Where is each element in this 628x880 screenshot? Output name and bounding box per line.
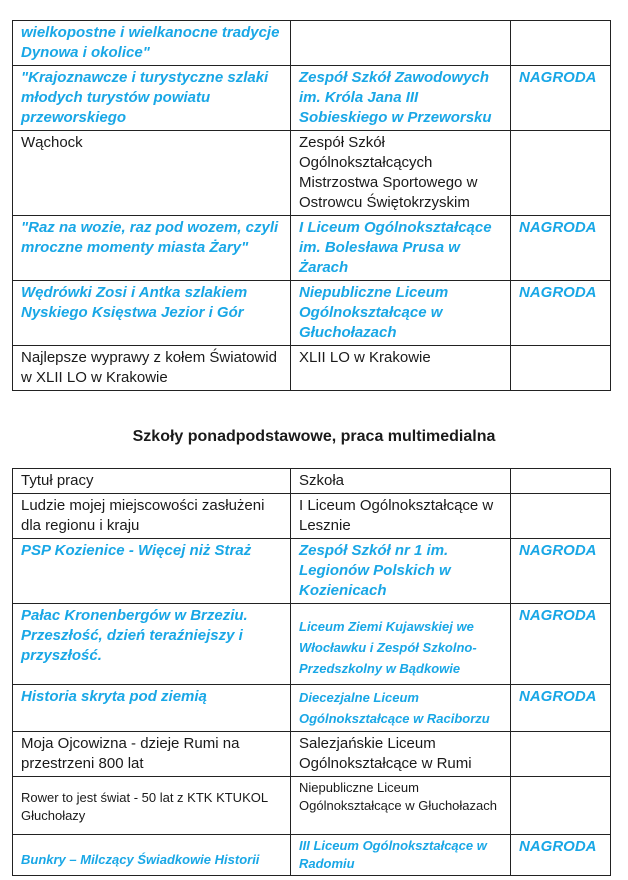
award-cell: NAGRODA (511, 216, 611, 281)
table-row (13, 777, 611, 835)
award-cell (511, 346, 611, 391)
work-title: Wędrówki Zosi i Antka szlakiem Nyskiego Księstwa Jezior i Gór (13, 281, 291, 346)
table-header-row (13, 469, 611, 494)
table-row (13, 216, 611, 281)
award-cell: NAGRODA (511, 835, 611, 876)
work-title: Najlepsze wyprawy z kołem Światowid w XLII LO w Krakowie (13, 346, 291, 391)
table-row (13, 539, 611, 604)
table-row (13, 604, 611, 685)
school-name (291, 21, 511, 66)
work-title: Historia skryta pod ziemią (13, 685, 291, 732)
table-row (13, 21, 611, 66)
table-row (13, 685, 611, 732)
section-heading: Szkoły ponadpodstawowe, praca multimedialna (132, 428, 496, 445)
work-title: Rower to jest świat - 50 lat z KTK KTUKOL Głuchołazy (13, 777, 291, 835)
table-row (13, 346, 611, 391)
school-name: III Liceum Ogólnokształcące w Radomiu (291, 835, 511, 876)
school-name: Salezjańskie Liceum Ogólnokształcące w Rumi (291, 732, 511, 777)
header-award (511, 469, 611, 494)
header-school: Szkoła (291, 469, 511, 494)
work-title: Bunkry – Milczący Świadkowie Historii (13, 835, 291, 876)
award-cell: NAGRODA (511, 604, 611, 685)
award-cell (511, 21, 611, 66)
award-cell (511, 131, 611, 216)
school-name: Zespół Szkół Zawodowych im. Króla Jana III Sobieskiego w Przeworsku (291, 66, 511, 131)
school-name: XLII LO w Krakowie (291, 346, 511, 391)
table-row (13, 732, 611, 777)
award-cell (511, 777, 611, 835)
results-table-1 (12, 20, 611, 391)
award-cell: NAGRODA (511, 539, 611, 604)
table-row (13, 835, 611, 876)
work-title: PSP Kozienice - Więcej niż Straż (13, 539, 291, 604)
table-row (13, 281, 611, 346)
results-table-2 (12, 468, 611, 876)
school-name: I Liceum Ogólnokształcące w Lesznie (291, 494, 511, 539)
table-row (13, 131, 611, 216)
work-title: Ludzie mojej miejscowości zasłużeni dla regionu i kraju (13, 494, 291, 539)
work-title: wielkopostne i wielkanocne tradycje Dynowa i okolice" (13, 21, 291, 66)
header-title: Tytuł pracy (13, 469, 291, 494)
table-row (13, 494, 611, 539)
award-cell (511, 494, 611, 539)
school-name: Niepubliczne Liceum Ogólnokształcące w Głuchołazach (291, 281, 511, 346)
school-name: Diecezjalne Liceum Ogólnokształcące w Raciborzu (291, 685, 511, 732)
award-cell: NAGRODA (511, 66, 611, 131)
school-name: Zespół Szkół Ogólnokształcących Mistrzostwa Sportowego w Ostrowcu Świętokrzyskim (291, 131, 511, 216)
work-title: Pałac Kronenbergów w Brzeziu. Przeszłość, dzień teraźniejszy i przyszłość. (13, 604, 291, 685)
school-name: Niepubliczne Liceum Ogólnokształcące w Głuchołazach (291, 777, 511, 835)
award-cell: NAGRODA (511, 281, 611, 346)
work-title: Moja Ojcowizna - dzieje Rumi na przestrzeni 800 lat (13, 732, 291, 777)
work-title: "Krajoznawcze i turystyczne szlaki młodych turystów powiatu przeworskiego (13, 66, 291, 131)
school-name: Zespół Szkół nr 1 im. Legionów Polskich w Kozienicach (291, 539, 511, 604)
table-row (13, 66, 611, 131)
award-cell (511, 732, 611, 777)
award-cell: NAGRODA (511, 685, 611, 732)
school-name: I Liceum Ogólnokształcące im. Bolesława Prusa w Żarach (291, 216, 511, 281)
school-name: Liceum Ziemi Kujawskiej we Włocławku i Zespół Szkolno-Przedszkolny w Bądkowie (291, 604, 511, 685)
work-title: Wąchock (13, 131, 291, 216)
work-title: "Raz na wozie, raz pod wozem, czyli mroczne momenty miasta Żary" (13, 216, 291, 281)
